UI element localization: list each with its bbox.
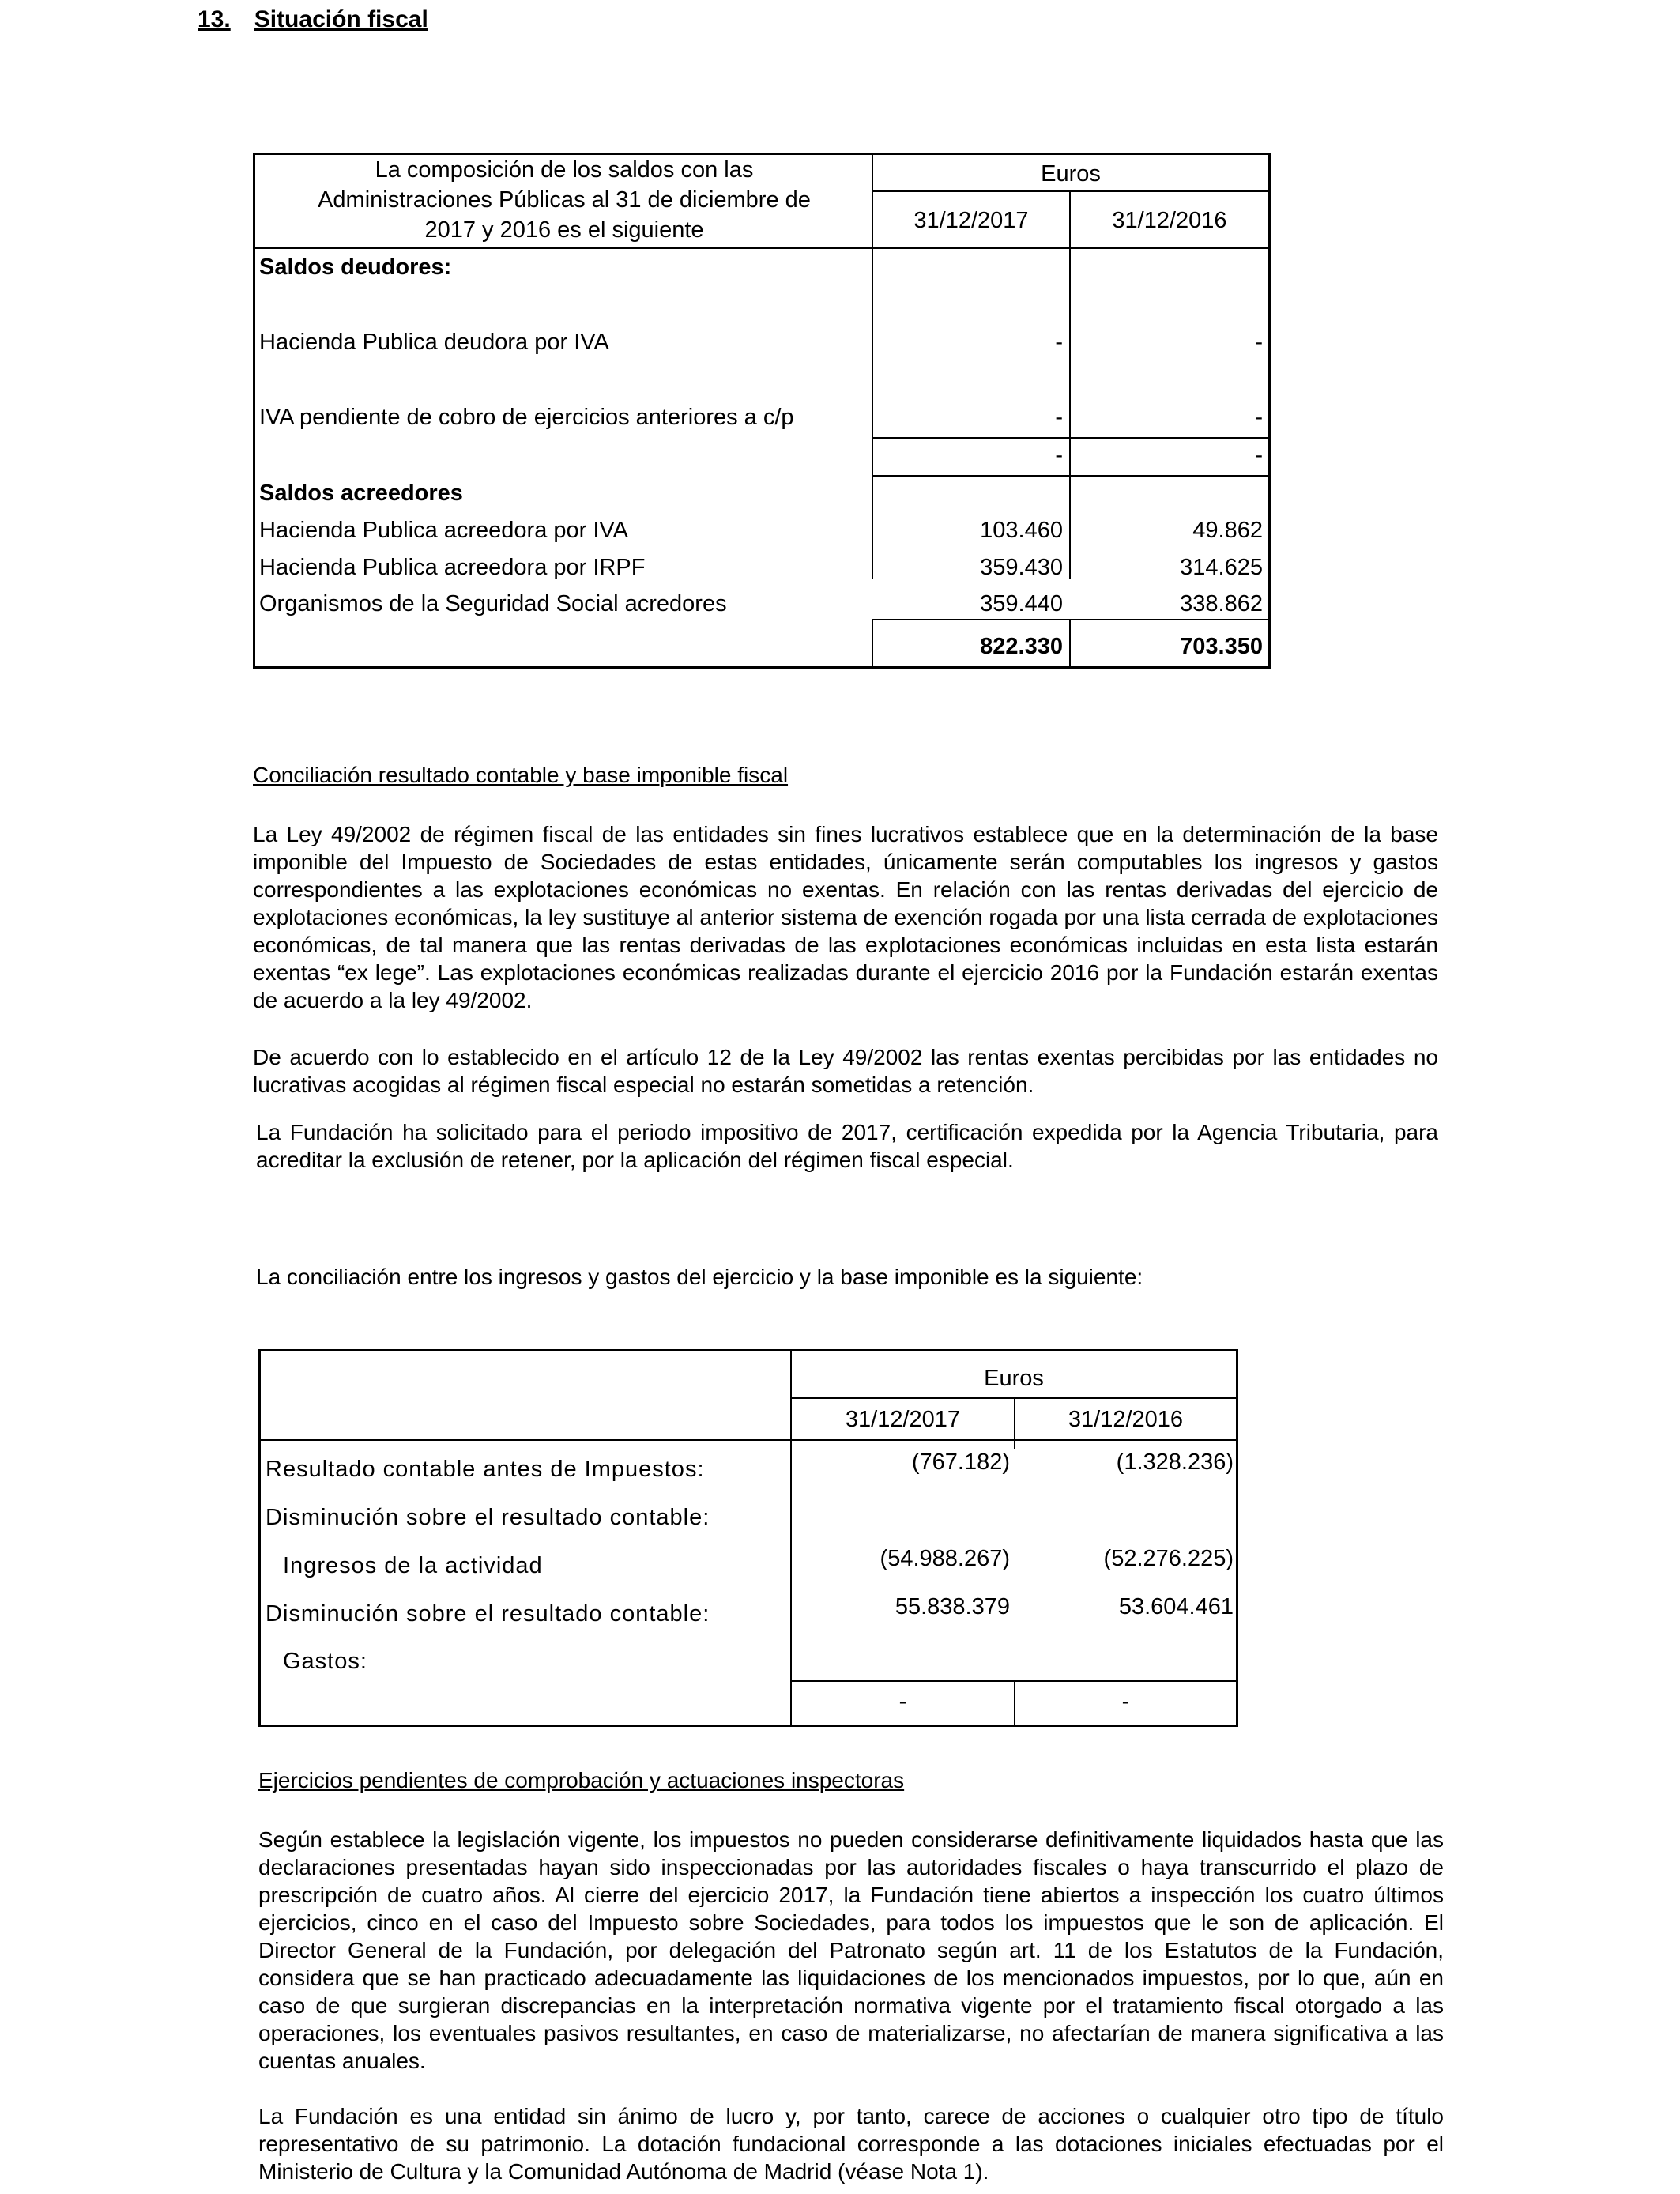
table2-row-value-2016: (52.276.225) [1103, 1546, 1234, 1571]
table2-euros-header: Euros [984, 1366, 1044, 1391]
table1-caption-line: Administraciones Públicas al 31 de diciembre de [318, 187, 811, 213]
table2-border-left [258, 1349, 261, 1727]
table2-row-value-2016: 53.604.461 [1118, 1594, 1234, 1619]
table1-acreedores-total-2016: 703.350 [1180, 634, 1263, 659]
table2-total-2017: - [898, 1689, 907, 1714]
section-heading [198, 6, 428, 33]
table1-border-left [253, 153, 255, 669]
table2-row-label: Disminución sobre el resultado contable: [266, 1601, 710, 1627]
table1-acreedores-label: Saldos acreedores [259, 481, 463, 506]
table2-row-label: Ingresos de la actividad [283, 1553, 543, 1578]
table1-row-value-2016: - [1255, 330, 1263, 355]
conciliacion-paragraph-2: De acuerdo con lo establecido en el artículo 12 de la Ley 49/2002 las rentas exentas percibidas por las entidades no lucrativas acogidas al régimen fiscal especial no estarán sometidas a retención. [253, 1045, 1438, 1097]
table1-caption-line: 2017 y 2016 es el siguiente [424, 217, 704, 243]
table1-row-label: Organismos de la Seguridad Social acredores [259, 591, 727, 616]
table2-border-top [258, 1349, 1238, 1351]
inspeccion-paragraph-1: Según establece la legislación vigente, los impuestos no pueden considerarse definitivamente liquidados hasta que las declaraciones presentadas hayan sido inspeccionadas por las autoridades fiscales o haya transcurrido el plazo de prescripción de cuatro años. Al cierre del ejercicio 2017, la Fundación tiene abiertos a inspección los cuatro últimos ejercicios, cinco en el caso del Impuesto sobre Sociedades, para todos los impuestos que le son de aplicación. El Director General de la Fundación, por delegación del Patronato según art. 11 de los Estatutos de la Fundación, considera que se han practicado adecuadamente las liquidaciones de los mencionados impuestos, por lo que, aún en caso de que surgieran discrepancias en la interpretación normativa vigente por el tratamiento fiscal otorgado a las operaciones, los eventuales pasivos resultantes, en caso de materializarse, no afectarían de manera significativa a las cuentas anuales. [258, 1827, 1444, 2073]
table2-row-label: Resultado contable antes de Impuestos: [266, 1457, 705, 1482]
table1-caption-line: La composición de los saldos con las [375, 157, 754, 183]
table1-row-value-2017: 359.430 [980, 555, 1063, 580]
table1-row-label: IVA pendiente de cobro de ejercicios anteriores a c/p [259, 405, 794, 430]
table1-border-bottom [253, 666, 1271, 669]
table1-col-2016-header: 31/12/2016 [1112, 208, 1227, 233]
table1-row-value-2016: 314.625 [1180, 555, 1263, 580]
conciliacion-title: Conciliación resultado contable y base imponible fiscal [253, 763, 789, 787]
table1-row-value-2017: - [1055, 405, 1063, 430]
table1-row-value-2016: 338.862 [1180, 591, 1263, 616]
table2-total-line [790, 1680, 1238, 1682]
table2-row-value-2016: (1.328.236) [1116, 1449, 1234, 1475]
section-number: 13. [198, 6, 231, 32]
table2-border-right [1236, 1349, 1238, 1727]
conciliacion-paragraph-1: La Ley 49/2002 de régimen fiscal de las entidades sin fines lucrativos establece que en la determinación de la base imponible del Impuesto de Sociedades de estas entidades, únicamente serán computables los ingresos y gastos correspondientes a las explotaciones económicas no exentas. En relación con las rentas derivadas del ejercicio de explotaciones económicas, la ley sustituye al anterior sistema de exención rogada por una lista cerrada de explotaciones económicas, de tal manera que las rentas derivadas de las explotaciones económicas incluidas en esta lista estarán exentas “ex lege”. Las explotaciones económicas realizadas durante el ejercicio 2016 por la Fundación estarán exentas de acuerdo a la ley 49/2002. [253, 822, 1438, 1012]
table1-acreedores-total-2017: 822.330 [980, 634, 1063, 659]
table2-header-bottom-line [258, 1439, 1238, 1441]
conciliacion-paragraph-3: La Fundación ha solicitado para el periodo impositivo de 2017, certificación expedida por la Agencia Tributaria, para acreditar la exclusión de retener, por la aplicación del régimen fiscal especial. [256, 1120, 1438, 1172]
table2-col-2016-header: 31/12/2016 [1068, 1407, 1184, 1432]
inspeccion-title: Ejercicios pendientes de comprobación y actuaciones inspectoras [258, 1768, 905, 1793]
table1-row-value-2017: 103.460 [980, 518, 1063, 543]
table1-euros-underline [872, 190, 1271, 192]
table1-euros-header: Euros [1041, 161, 1101, 187]
table2-row-value-2017: (767.182) [911, 1449, 1010, 1475]
table1-row-label: Hacienda Publica acreedora por IRPF [259, 555, 646, 580]
table1-deudores-subtotal-line [872, 437, 1271, 439]
table1-row-value-2017: 359.440 [980, 591, 1063, 616]
table2-row-value-2017: 55.838.379 [895, 1594, 1010, 1619]
table2-col-divider-1 [790, 1349, 792, 1727]
table1-header-bottom-line [253, 247, 1271, 249]
inspeccion-paragraph-2: La Fundación es una entidad sin ánimo de lucro y, por tanto, carece de acciones o cualquier otro tipo de título representativo de su patrimonio. La dotación fundacional corresponde a las dotaciones iniciales efectuadas por el Ministerio de Cultura y la Comunidad Autónoma de Madrid (véase Nota 1). [258, 2104, 1444, 2184]
table1-row-value-2016: - [1255, 405, 1263, 430]
conciliacion-intro: La conciliación entre los ingresos y gastos del ejercicio y la base imponible es la siguiente: [256, 1265, 1143, 1289]
table1-total-line [872, 619, 1271, 620]
section-title: Situación fiscal [254, 6, 428, 32]
table2-row-label: Disminución sobre el resultado contable: [266, 1505, 710, 1530]
table2-row-label: Gastos: [283, 1649, 367, 1674]
table2-euros-underline [790, 1397, 1238, 1399]
table1-deudores-subtotal-line-bottom [872, 475, 1271, 477]
table2-total-2016: - [1121, 1689, 1130, 1714]
table2-border-bottom [258, 1725, 1238, 1727]
table1-row-label: Hacienda Publica deudora por IVA [259, 330, 609, 355]
table1-col-2017-header: 31/12/2017 [913, 208, 1029, 233]
table1-border-right [1268, 153, 1271, 669]
table2-col-2017-header: 31/12/2017 [845, 1407, 961, 1432]
table1-row-value-2016: 49.862 [1192, 518, 1263, 543]
table1-deudores-total-2016: - [1255, 443, 1263, 468]
table1-row-value-2017: - [1055, 330, 1063, 355]
table1-row-label: Hacienda Publica acreedora por IVA [259, 518, 628, 543]
table1-deudores-total-2017: - [1055, 443, 1063, 468]
table1-deudores-label: Saldos deudores: [259, 254, 452, 280]
table2-row-value-2017: (54.988.267) [880, 1546, 1010, 1571]
table1-caption [259, 155, 869, 245]
